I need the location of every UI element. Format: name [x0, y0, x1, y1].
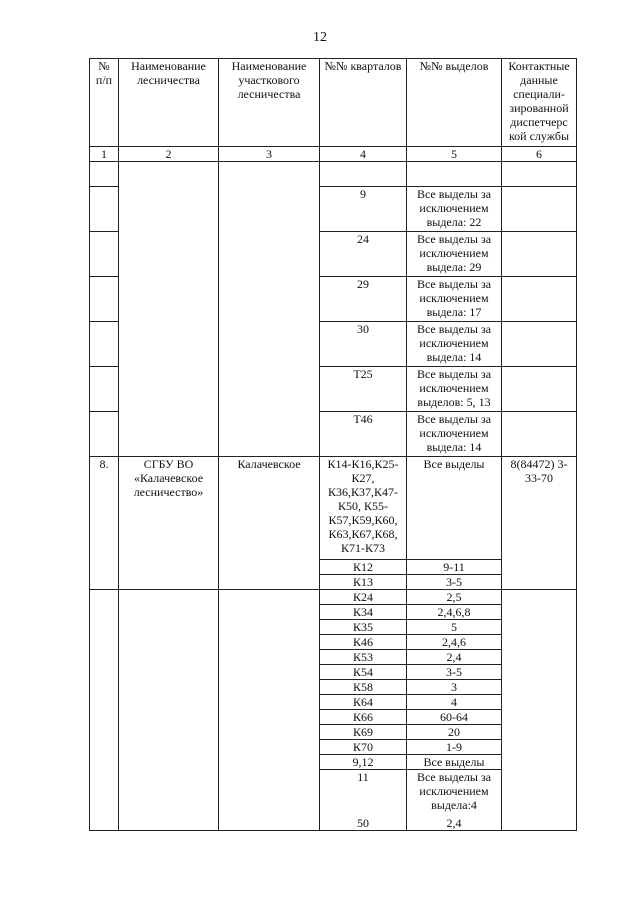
district-cell-empty	[219, 162, 320, 457]
plots-cell: 9-11	[407, 560, 502, 575]
col-number: 2	[119, 147, 219, 162]
plots-cell: 2,4	[407, 650, 502, 665]
quarter-cell: Т46	[320, 412, 407, 457]
quarter-value: 11	[357, 770, 369, 784]
plots-cell: 2,5	[407, 590, 502, 605]
quarter-value: 50	[357, 816, 369, 830]
plots-cell: Все выделы за исключением выдела: 22	[407, 187, 502, 232]
plots-cell: 20	[407, 725, 502, 740]
quarter-cell: К66	[320, 710, 407, 725]
plots-cell: Все выделы за исключением выдела: 29	[407, 232, 502, 277]
plots-cell: 4	[407, 695, 502, 710]
quarter-cell: 24	[320, 232, 407, 277]
col-number: 6	[502, 147, 577, 162]
plots-cell: 5	[407, 620, 502, 635]
quarter-cell: К34	[320, 605, 407, 620]
plots-cell: Все выделы	[407, 457, 502, 560]
header-num: № п/п	[90, 59, 119, 147]
plots-cell: 3-5	[407, 575, 502, 590]
forestry-name: СГБУ ВО «Калачевское лесничество»	[119, 457, 219, 590]
col-number: 4	[320, 147, 407, 162]
table-header	[90, 59, 577, 147]
forestry-table	[89, 58, 577, 831]
forestry-cell-empty	[119, 162, 219, 457]
quarter-cell: 29	[320, 277, 407, 322]
plots-value: Все выделы за исключением выдела:4	[416, 770, 492, 812]
header-contacts: Контактные данные специали-зированной диспетчерс кой службы	[502, 59, 577, 147]
plots-value: 2,4	[446, 816, 462, 830]
quarter-cell: К58	[320, 680, 407, 695]
plots-cell	[407, 770, 502, 831]
plots-cell: Все выделы за исключением выдела: 14	[407, 322, 502, 367]
plots-cell: 1-9	[407, 740, 502, 755]
quarter-cell: К12	[320, 560, 407, 575]
quarter-cell: К69	[320, 725, 407, 740]
quarter-cell: К14-К16,К25-К27, К36,К37,К47-К50, К55-К57,К59,К60, К63,К67,К68, К71-К73	[320, 457, 407, 560]
quarter-cell: К46	[320, 635, 407, 650]
column-numbers-row	[90, 147, 577, 162]
plots-cell: 3	[407, 680, 502, 695]
quarter-cell: 9,12	[320, 755, 407, 770]
quarter-cell: К54	[320, 665, 407, 680]
plots-cell: 2,4,6	[407, 635, 502, 650]
col-number: 1	[90, 147, 119, 162]
quarter-cell: 9	[320, 187, 407, 232]
plots-cell: Все выделы за исключением выдела: 17	[407, 277, 502, 322]
entry-number: 8.	[90, 457, 119, 590]
table-row	[90, 590, 577, 605]
col-number: 5	[407, 147, 502, 162]
quarter-cell: К24	[320, 590, 407, 605]
quarter-cell: К53	[320, 650, 407, 665]
quarter-cell	[320, 770, 407, 831]
table-row-entry-8	[90, 457, 577, 560]
quarter-cell: К64	[320, 695, 407, 710]
quarter-cell: 30	[320, 322, 407, 367]
header-forestry: Наименование лесничества	[119, 59, 219, 147]
header-district: Наименование участкового лесничества	[219, 59, 320, 147]
table-row	[90, 162, 577, 187]
page-number: 12	[313, 30, 327, 45]
plots-cell: 3-5	[407, 665, 502, 680]
contact-cell: 8(84472) 3-33-70	[502, 457, 577, 590]
plots-cell: 60-64	[407, 710, 502, 725]
plots-cell: Все выделы	[407, 755, 502, 770]
quarter-cell: К13	[320, 575, 407, 590]
col-number: 3	[219, 147, 320, 162]
plots-cell: 2,4,6,8	[407, 605, 502, 620]
header-plots: №№ выделов	[407, 59, 502, 147]
quarter-cell: К70	[320, 740, 407, 755]
plots-cell: Все выделы за исключением выдела: 14	[407, 412, 502, 457]
district-name: Калачевское	[219, 457, 320, 590]
quarter-cell: К35	[320, 620, 407, 635]
header-quarters: №№ кварталов	[320, 59, 407, 147]
quarter-cell: Т25	[320, 367, 407, 412]
plots-cell: Все выделы за исключением выделов: 5, 13	[407, 367, 502, 412]
